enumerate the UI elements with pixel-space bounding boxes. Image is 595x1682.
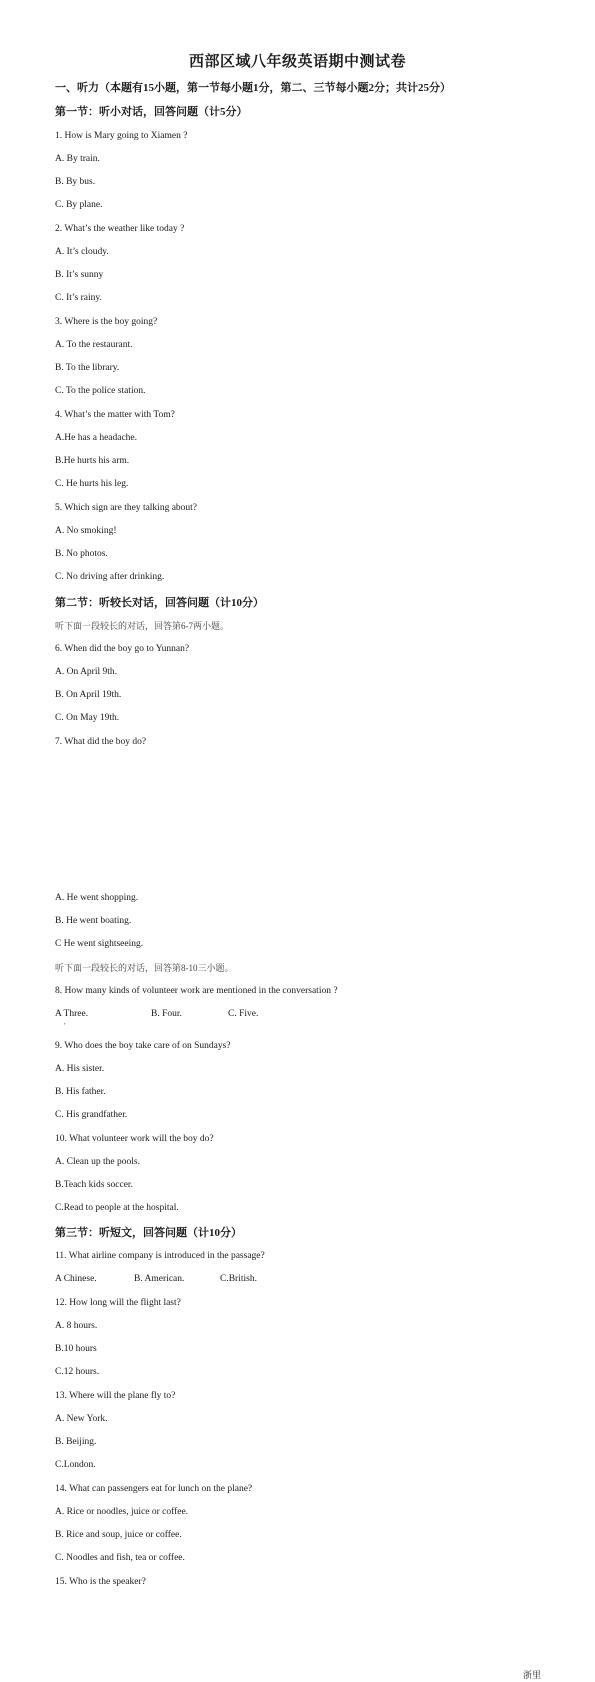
option-text: B.Teach kids soccer. [55, 1180, 133, 1190]
option-text: A. 8 hours. [55, 1321, 98, 1331]
question-text: 6. When did the boy go to Yunnan? [55, 644, 190, 654]
option-text: C. Five. [228, 1009, 259, 1019]
option-text: C. To the police station. [55, 386, 146, 396]
option-text: C. It’s rainy. [55, 293, 102, 303]
option-text: B. To the library. [55, 363, 120, 373]
option-text: C.British. [220, 1274, 257, 1284]
option-text: C. No driving after drinking. [55, 572, 165, 582]
option-text: A. Clean up the pools. [55, 1157, 140, 1167]
option-text: A. By train. [55, 154, 100, 164]
question-text: 13. Where will the plane fly to? [55, 1391, 176, 1401]
question-text: 14. What can passengers eat for lunch on the plane? [55, 1484, 253, 1494]
question-text: 3. Where is the boy going? [55, 317, 158, 327]
option-text: C. On May 19th. [55, 713, 120, 723]
option-text: A. No smoking! [55, 526, 117, 536]
question-text: 4. What’s the matter with Tom? [55, 410, 175, 420]
question-text: 8. How many kinds of volunteer work are mentioned in the conversation ? [55, 986, 338, 996]
option-text: A.He has a headache. [55, 433, 138, 443]
option-text: C. His grandfather. [55, 1110, 128, 1120]
option-text: B. His father. [55, 1087, 106, 1097]
option-text: C. He hurts his leg. [55, 479, 129, 489]
section-heading: 第一节：听小对话，回答问题（计5分） [55, 106, 248, 118]
option-text: C He went sightseeing. [55, 939, 144, 949]
option-text: B.10 hours [55, 1344, 97, 1354]
question-text: 5. Which sign are they talking about? [55, 503, 198, 513]
option-text: A. His sister. [55, 1064, 105, 1074]
option-text: B. On April 19th. [55, 690, 122, 700]
option-text: A. Rice or noodles, juice or coffee. [55, 1507, 189, 1517]
instruction-note: 听下面一段较长的对话，回答第6-7两小题。 [55, 621, 229, 631]
section-heading: 第二节：听较长对话，回答问题（计10分） [55, 597, 264, 609]
option-text: B. He went boating. [55, 916, 132, 926]
question-text: 15. Who is the speaker? [55, 1577, 146, 1587]
option-text: B. Beijing. [55, 1437, 97, 1447]
question-text: 11. What airline company is introduced in the passage? [55, 1251, 265, 1261]
option-text: B. It’s sunny [55, 270, 104, 280]
question-text: 7. What did the boy do? [55, 737, 147, 747]
option-text: A. He went shopping. [55, 893, 139, 903]
question-text: 1. How is Mary going to Xiamen ? [55, 131, 188, 141]
section-heading: 第三节：听短文，回答问题（计10分） [55, 1227, 242, 1239]
option-text: A Three. [55, 1009, 89, 1019]
tick-mark: ′ [64, 1022, 66, 1030]
option-text: B. Four. [151, 1009, 182, 1019]
option-text: C.12 hours. [55, 1367, 100, 1377]
option-text: B. By bus. [55, 177, 96, 187]
option-text: A Chinese. [55, 1274, 97, 1284]
option-text: B. Rice and soup, juice or coffee. [55, 1530, 182, 1540]
page-title: 西部区域八年级英语期中测试卷 [188, 54, 406, 70]
question-text: 10. What volunteer work will the boy do? [55, 1134, 214, 1144]
question-text: 2. What’s the weather like today ? [55, 224, 185, 234]
option-text: A. To the restaurant. [55, 340, 133, 350]
option-text: C.Read to people at the hospital. [55, 1203, 179, 1213]
option-text: A. It’s cloudy. [55, 247, 109, 257]
option-text: B. No photos. [55, 549, 108, 559]
question-text: 12. How long will the flight last? [55, 1298, 181, 1308]
option-text: A. On April 9th. [55, 667, 118, 677]
option-text: A. New York. [55, 1414, 108, 1424]
instruction-note: 听下面一段较长的对话，回答第8-10三小题。 [55, 963, 234, 973]
footer-mark: 浙里 [523, 1670, 542, 1680]
option-text: B. American. [134, 1274, 185, 1284]
option-text: C. Noodles and fish, tea or coffee. [55, 1553, 185, 1563]
question-text: 9. Who does the boy take care of on Sundays? [55, 1041, 231, 1051]
option-text: C.London. [55, 1460, 96, 1470]
option-text: B.He hurts his arm. [55, 456, 130, 466]
option-text: C. By plane. [55, 200, 103, 210]
part-heading: 一、听力（本题有15小题，第一节每小题1分，第二、三节每小题2分；共计25分） [55, 82, 451, 94]
